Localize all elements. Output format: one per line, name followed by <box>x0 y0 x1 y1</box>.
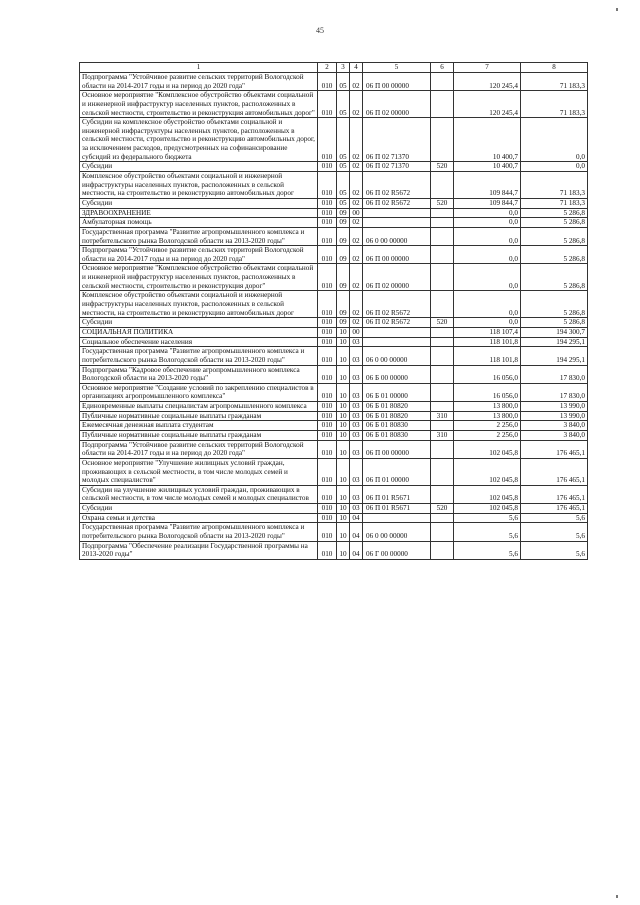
amount-year2-cell: 194 295,1 <box>521 337 588 347</box>
amount-year1-cell: 10 400,7 <box>454 118 521 162</box>
section-cell: 10 <box>337 430 350 440</box>
grbs-cell: 010 <box>318 73 337 91</box>
target-article-cell: 06 Г 00 00000 <box>363 541 431 559</box>
section-cell: 09 <box>337 208 350 218</box>
target-article-cell <box>363 337 431 347</box>
section-cell: 10 <box>337 485 350 503</box>
amount-year2-cell: 3 840,0 <box>521 421 588 431</box>
target-article-cell: 06 П 02 R5672 <box>363 172 431 199</box>
table-row <box>80 337 588 347</box>
amount-year2-cell: 71 183,3 <box>521 198 588 208</box>
row-name-cell: Комплексное обустройство объектами социальной и инженерной инфраструктуры населенных пунктов, расположенных в сельской местности, на строительство и реконструкцию автомобильных дорог <box>80 291 318 318</box>
section-cell: 10 <box>337 504 350 514</box>
target-article-cell: 06 0 00 00000 <box>363 347 431 365</box>
row-name-cell: Подпрограмма "Обеспечение реализации Государственной программы на 2013-2020 годы" <box>80 541 318 559</box>
section-cell: 05 <box>337 91 350 118</box>
amount-year1-cell: 0,0 <box>454 218 521 228</box>
header-cell: 4 <box>350 63 363 73</box>
target-article-cell: 06 П 02 R5672 <box>363 198 431 208</box>
header-cell: 1 <box>80 63 318 73</box>
grbs-cell: 010 <box>318 430 337 440</box>
amount-year2-cell: 13 990,0 <box>521 402 588 412</box>
section-cell: 10 <box>337 365 350 383</box>
amount-year1-cell: 102 045,8 <box>454 458 521 485</box>
expense-type-cell <box>431 291 454 318</box>
budget-table <box>79 62 588 560</box>
section-cell: 05 <box>337 198 350 208</box>
grbs-cell: 010 <box>318 246 337 264</box>
subsection-cell: 03 <box>350 383 363 401</box>
table-row <box>80 291 588 318</box>
table-row <box>80 458 588 485</box>
section-cell: 05 <box>337 73 350 91</box>
row-name-cell: Субсидии на улучшение жилищных условий граждан, проживающих в сельской местности, в том числе молодых семей и молодых специалистов <box>80 485 318 503</box>
target-article-cell: 06 П 00 00000 <box>363 440 431 458</box>
section-cell: 10 <box>337 383 350 401</box>
target-article-cell: 06 П 00 00000 <box>363 73 431 91</box>
subsection-cell: 00 <box>350 327 363 337</box>
subsection-cell: 02 <box>350 291 363 318</box>
table-body <box>80 73 588 560</box>
amount-year1-cell: 120 245,4 <box>454 73 521 91</box>
table-row <box>80 365 588 383</box>
amount-year2-cell: 5 286,8 <box>521 246 588 264</box>
section-cell: 09 <box>337 246 350 264</box>
expense-type-cell <box>431 347 454 365</box>
amount-year2-cell: 176 465,1 <box>521 485 588 503</box>
grbs-cell: 010 <box>318 421 337 431</box>
subsection-cell: 00 <box>350 208 363 218</box>
target-article-cell: 06 П 02 71370 <box>363 162 431 172</box>
section-cell: 09 <box>337 264 350 291</box>
section-cell: 05 <box>337 162 350 172</box>
subsection-cell: 02 <box>350 246 363 264</box>
expense-type-cell <box>431 208 454 218</box>
amount-year2-cell: 71 183,3 <box>521 91 588 118</box>
grbs-cell: 010 <box>318 458 337 485</box>
target-article-cell: 06 Б 01 80830 <box>363 430 431 440</box>
expense-type-cell <box>431 383 454 401</box>
subsection-cell: 02 <box>350 118 363 162</box>
row-name-cell: Социальное обеспечение населения <box>80 337 318 347</box>
section-cell: 09 <box>337 218 350 228</box>
table-row <box>80 118 588 162</box>
expense-type-cell: 520 <box>431 198 454 208</box>
row-name-cell: Единовременные выплаты специалистам агропромышленного комплекса <box>80 402 318 412</box>
amount-year2-cell: 5 286,8 <box>521 264 588 291</box>
row-name-cell: Основное мероприятие "Создание условий по закреплению специалистов в организациях агропромышленного комплекса" <box>80 383 318 401</box>
expense-type-cell <box>431 91 454 118</box>
table-row <box>80 523 588 541</box>
grbs-cell: 010 <box>318 218 337 228</box>
subsection-cell: 03 <box>350 411 363 421</box>
target-article-cell: 06 П 00 00000 <box>363 246 431 264</box>
subsection-cell: 02 <box>350 73 363 91</box>
amount-year2-cell: 71 183,3 <box>521 73 588 91</box>
section-cell: 05 <box>337 118 350 162</box>
page-number: 45 <box>316 26 324 35</box>
amount-year1-cell: 13 800,0 <box>454 411 521 421</box>
expense-type-cell: 520 <box>431 162 454 172</box>
target-article-cell: 06 П 01 R5671 <box>363 485 431 503</box>
margin-mark <box>616 895 618 898</box>
table-row <box>80 318 588 328</box>
header-cell: 2 <box>318 63 337 73</box>
grbs-cell: 010 <box>318 523 337 541</box>
expense-type-cell <box>431 218 454 228</box>
table-row <box>80 208 588 218</box>
subsection-cell: 03 <box>350 458 363 485</box>
target-article-cell: 06 П 02 00000 <box>363 91 431 118</box>
subsection-cell: 03 <box>350 430 363 440</box>
expense-type-cell: 310 <box>431 430 454 440</box>
amount-year1-cell: 0,0 <box>454 318 521 328</box>
amount-year1-cell: 5,6 <box>454 541 521 559</box>
grbs-cell: 010 <box>318 291 337 318</box>
table-row <box>80 162 588 172</box>
section-cell: 10 <box>337 541 350 559</box>
amount-year2-cell: 176 465,1 <box>521 458 588 485</box>
target-article-cell: 06 П 01 00000 <box>363 458 431 485</box>
table-row <box>80 513 588 523</box>
margin-mark <box>616 8 618 11</box>
amount-year2-cell: 0,0 <box>521 162 588 172</box>
grbs-cell: 010 <box>318 440 337 458</box>
section-cell: 10 <box>337 513 350 523</box>
grbs-cell: 010 <box>318 264 337 291</box>
row-name-cell: Подпрограмма "Устойчивое развитие сельских территорий Вологодской области на 2014-2017 годы и на период до 2020 года" <box>80 73 318 91</box>
amount-year1-cell: 16 056,0 <box>454 365 521 383</box>
expense-type-cell <box>431 172 454 199</box>
header-cell: 7 <box>454 63 521 73</box>
row-name-cell: Государственная программа "Развитие агропромышленного комплекса и потребительского рынка Вологодской области на 2013-2020 годы" <box>80 523 318 541</box>
grbs-cell: 010 <box>318 118 337 162</box>
expense-type-cell <box>431 421 454 431</box>
row-name-cell: СОЦИАЛЬНАЯ ПОЛИТИКА <box>80 327 318 337</box>
header-row <box>80 63 588 73</box>
expense-type-cell <box>431 458 454 485</box>
table-row <box>80 440 588 458</box>
target-article-cell <box>363 218 431 228</box>
amount-year2-cell: 194 295,1 <box>521 347 588 365</box>
header-cell: 5 <box>363 63 431 73</box>
grbs-cell: 010 <box>318 347 337 365</box>
amount-year2-cell: 17 830,0 <box>521 383 588 401</box>
section-cell: 10 <box>337 411 350 421</box>
amount-year2-cell: 5 286,8 <box>521 208 588 218</box>
expense-type-cell <box>431 246 454 264</box>
expense-type-cell: 520 <box>431 504 454 514</box>
row-name-cell: Субсидии на комплексное обустройство объектами социальной и инженерной инфраструктуры населенных пунктов, расположенных в сельской местности, строительство и реконструкцию автомобильных дорог, за исключением расходов, предусмотренных на софинансирование субсидий из федерального бюджета <box>80 118 318 162</box>
section-cell: 09 <box>337 291 350 318</box>
row-name-cell: Субсидии <box>80 162 318 172</box>
table-row <box>80 430 588 440</box>
table-row <box>80 411 588 421</box>
amount-year2-cell: 13 990,0 <box>521 411 588 421</box>
target-article-cell: 06 0 00 00000 <box>363 227 431 245</box>
grbs-cell: 010 <box>318 485 337 503</box>
row-name-cell: Подпрограмма "Устойчивое развитие сельских территорий Вологодской области на 2014-2017 годы и на период до 2020 года" <box>80 440 318 458</box>
section-cell: 10 <box>337 458 350 485</box>
table-row <box>80 172 588 199</box>
section-cell: 10 <box>337 327 350 337</box>
amount-year2-cell: 17 830,0 <box>521 365 588 383</box>
amount-year2-cell: 5 286,8 <box>521 318 588 328</box>
row-name-cell: ЗДРАВООХРАНЕНИЕ <box>80 208 318 218</box>
header-cell: 8 <box>521 63 588 73</box>
target-article-cell: 06 Б 01 00000 <box>363 383 431 401</box>
amount-year2-cell: 5 286,8 <box>521 227 588 245</box>
target-article-cell: 06 П 02 00000 <box>363 264 431 291</box>
amount-year1-cell: 102 045,8 <box>454 485 521 503</box>
grbs-cell: 010 <box>318 411 337 421</box>
amount-year1-cell: 2 256,0 <box>454 421 521 431</box>
amount-year1-cell: 0,0 <box>454 246 521 264</box>
table-row <box>80 347 588 365</box>
section-cell: 10 <box>337 402 350 412</box>
section-cell: 10 <box>337 421 350 431</box>
subsection-cell: 02 <box>350 218 363 228</box>
expense-type-cell <box>431 327 454 337</box>
row-name-cell: Подпрограмма "Устойчивое развитие сельских территорий Вологодской области на 2014-2017 годы и на период до 2020 года" <box>80 246 318 264</box>
target-article-cell: 06 0 00 00000 <box>363 523 431 541</box>
target-article-cell <box>363 327 431 337</box>
target-article-cell <box>363 513 431 523</box>
amount-year1-cell: 5,6 <box>454 523 521 541</box>
row-name-cell: Комплексное обустройство объектами социальной и инженерной инфраструктуры населенных пунктов, расположенных в сельской местности, на строительство и реконструкцию автомобильных дорог <box>80 172 318 199</box>
grbs-cell: 010 <box>318 91 337 118</box>
header-cell: 3 <box>337 63 350 73</box>
row-name-cell: Основное мероприятие "Комплексное обустройство объектами социальной и инженерной инфраструктур населенных пунктов, расположенных в сельской местности, строительство и реконструкция дорог" <box>80 264 318 291</box>
amount-year2-cell: 194 300,7 <box>521 327 588 337</box>
amount-year1-cell: 120 245,4 <box>454 91 521 118</box>
row-name-cell: Амбулаторная помощь <box>80 218 318 228</box>
target-article-cell: 06 Б 01 80820 <box>363 402 431 412</box>
row-name-cell: Основное мероприятие "Комплексное обустройство объектами социальной и инженерной инфраструктур населенных пунктов, расположенных в сельской местности, строительство и реконструкция автомобильных дорог" <box>80 91 318 118</box>
grbs-cell: 010 <box>318 513 337 523</box>
grbs-cell: 010 <box>318 327 337 337</box>
amount-year1-cell: 109 844,7 <box>454 198 521 208</box>
amount-year1-cell: 2 256,0 <box>454 430 521 440</box>
table-row <box>80 402 588 412</box>
amount-year1-cell: 118 101,8 <box>454 347 521 365</box>
amount-year1-cell: 118 101,8 <box>454 337 521 347</box>
grbs-cell: 010 <box>318 162 337 172</box>
subsection-cell: 03 <box>350 421 363 431</box>
table-row <box>80 227 588 245</box>
amount-year2-cell: 5,6 <box>521 523 588 541</box>
amount-year1-cell: 5,6 <box>454 513 521 523</box>
row-name-cell: Государственная программа "Развитие агропромышленного комплекса и потребительского рынка Вологодской области на 2013-2020 годы" <box>80 227 318 245</box>
subsection-cell: 03 <box>350 347 363 365</box>
expense-type-cell <box>431 402 454 412</box>
row-name-cell: Охрана семьи и детства <box>80 513 318 523</box>
table-row <box>80 198 588 208</box>
expense-type-cell <box>431 541 454 559</box>
row-name-cell: Государственная программа "Развитие агропромышленного комплекса и потребительского рынка Вологодской области на 2013-2020 годы" <box>80 347 318 365</box>
row-name-cell: Публичные нормативные социальные выплаты гражданам <box>80 430 318 440</box>
table-row <box>80 73 588 91</box>
target-article-cell <box>363 208 431 218</box>
subsection-cell: 02 <box>350 227 363 245</box>
grbs-cell: 010 <box>318 402 337 412</box>
amount-year1-cell: 13 800,0 <box>454 402 521 412</box>
expense-type-cell <box>431 118 454 162</box>
expense-type-cell <box>431 227 454 245</box>
amount-year1-cell: 0,0 <box>454 291 521 318</box>
expense-type-cell <box>431 73 454 91</box>
amount-year2-cell: 5,6 <box>521 513 588 523</box>
subsection-cell: 04 <box>350 541 363 559</box>
amount-year1-cell: 10 400,7 <box>454 162 521 172</box>
target-article-cell: 06 Б 01 80820 <box>363 411 431 421</box>
row-name-cell: Субсидии <box>80 504 318 514</box>
table-row <box>80 485 588 503</box>
row-name-cell: Подпрограмма "Кадровое обеспечение агропромышленного комплекса Вологодской области на 2013-2020 годы" <box>80 365 318 383</box>
row-name-cell: Основное мероприятие "Улучшение жилищных условий граждан, проживающих в сельской местности, в том числе молодых семей и молодых специалистов" <box>80 458 318 485</box>
subsection-cell: 02 <box>350 91 363 118</box>
section-cell: 09 <box>337 318 350 328</box>
expense-type-cell <box>431 440 454 458</box>
subsection-cell: 02 <box>350 318 363 328</box>
grbs-cell: 010 <box>318 541 337 559</box>
subsection-cell: 03 <box>350 504 363 514</box>
table-row <box>80 383 588 401</box>
grbs-cell: 010 <box>318 318 337 328</box>
row-name-cell: Субсидии <box>80 198 318 208</box>
target-article-cell: 06 Б 00 00000 <box>363 365 431 383</box>
subsection-cell: 02 <box>350 172 363 199</box>
amount-year1-cell: 118 107,4 <box>454 327 521 337</box>
row-name-cell: Ежемесячная денежная выплата студентам <box>80 421 318 431</box>
amount-year1-cell: 0,0 <box>454 227 521 245</box>
expense-type-cell <box>431 264 454 291</box>
expense-type-cell <box>431 365 454 383</box>
target-article-cell: 06 П 02 71370 <box>363 118 431 162</box>
expense-type-cell <box>431 337 454 347</box>
section-cell: 05 <box>337 172 350 199</box>
target-article-cell: 06 П 01 R5671 <box>363 504 431 514</box>
grbs-cell: 010 <box>318 504 337 514</box>
table-row <box>80 218 588 228</box>
subsection-cell: 03 <box>350 485 363 503</box>
amount-year1-cell: 0,0 <box>454 264 521 291</box>
subsection-cell: 03 <box>350 440 363 458</box>
table-row <box>80 246 588 264</box>
amount-year1-cell: 0,0 <box>454 208 521 218</box>
expense-type-cell: 520 <box>431 318 454 328</box>
table-row <box>80 421 588 431</box>
subsection-cell: 03 <box>350 402 363 412</box>
subsection-cell: 02 <box>350 264 363 291</box>
target-article-cell: 06 П 02 R5672 <box>363 318 431 328</box>
amount-year2-cell: 176 465,1 <box>521 440 588 458</box>
target-article-cell: 06 П 02 R5672 <box>363 291 431 318</box>
expense-type-cell <box>431 485 454 503</box>
row-name-cell: Публичные нормативные социальные выплаты гражданам <box>80 411 318 421</box>
amount-year2-cell: 5 286,8 <box>521 291 588 318</box>
amount-year1-cell: 102 045,8 <box>454 440 521 458</box>
target-article-cell: 06 Б 01 80830 <box>363 421 431 431</box>
section-cell: 10 <box>337 523 350 541</box>
section-cell: 10 <box>337 347 350 365</box>
amount-year1-cell: 16 056,0 <box>454 383 521 401</box>
grbs-cell: 010 <box>318 208 337 218</box>
expense-type-cell <box>431 513 454 523</box>
grbs-cell: 010 <box>318 337 337 347</box>
amount-year1-cell: 102 045,8 <box>454 504 521 514</box>
subsection-cell: 03 <box>350 365 363 383</box>
table-row <box>80 327 588 337</box>
section-cell: 10 <box>337 440 350 458</box>
table-row <box>80 504 588 514</box>
section-cell: 09 <box>337 227 350 245</box>
table-row <box>80 541 588 559</box>
expense-type-cell <box>431 523 454 541</box>
grbs-cell: 010 <box>318 227 337 245</box>
section-cell: 10 <box>337 337 350 347</box>
amount-year2-cell: 5,6 <box>521 541 588 559</box>
header-cell: 6 <box>431 63 454 73</box>
subsection-cell: 03 <box>350 337 363 347</box>
amount-year2-cell: 176 465,1 <box>521 504 588 514</box>
amount-year2-cell: 3 840,0 <box>521 430 588 440</box>
amount-year2-cell: 5 286,8 <box>521 218 588 228</box>
grbs-cell: 010 <box>318 365 337 383</box>
subsection-cell: 04 <box>350 513 363 523</box>
grbs-cell: 010 <box>318 198 337 208</box>
amount-year1-cell: 109 844,7 <box>454 172 521 199</box>
subsection-cell: 02 <box>350 162 363 172</box>
subsection-cell: 02 <box>350 198 363 208</box>
grbs-cell: 010 <box>318 172 337 199</box>
table-row <box>80 264 588 291</box>
amount-year2-cell: 0,0 <box>521 118 588 162</box>
expense-type-cell: 310 <box>431 411 454 421</box>
subsection-cell: 04 <box>350 523 363 541</box>
amount-year2-cell: 71 183,3 <box>521 172 588 199</box>
grbs-cell: 010 <box>318 383 337 401</box>
table-row <box>80 91 588 118</box>
row-name-cell: Субсидии <box>80 318 318 328</box>
